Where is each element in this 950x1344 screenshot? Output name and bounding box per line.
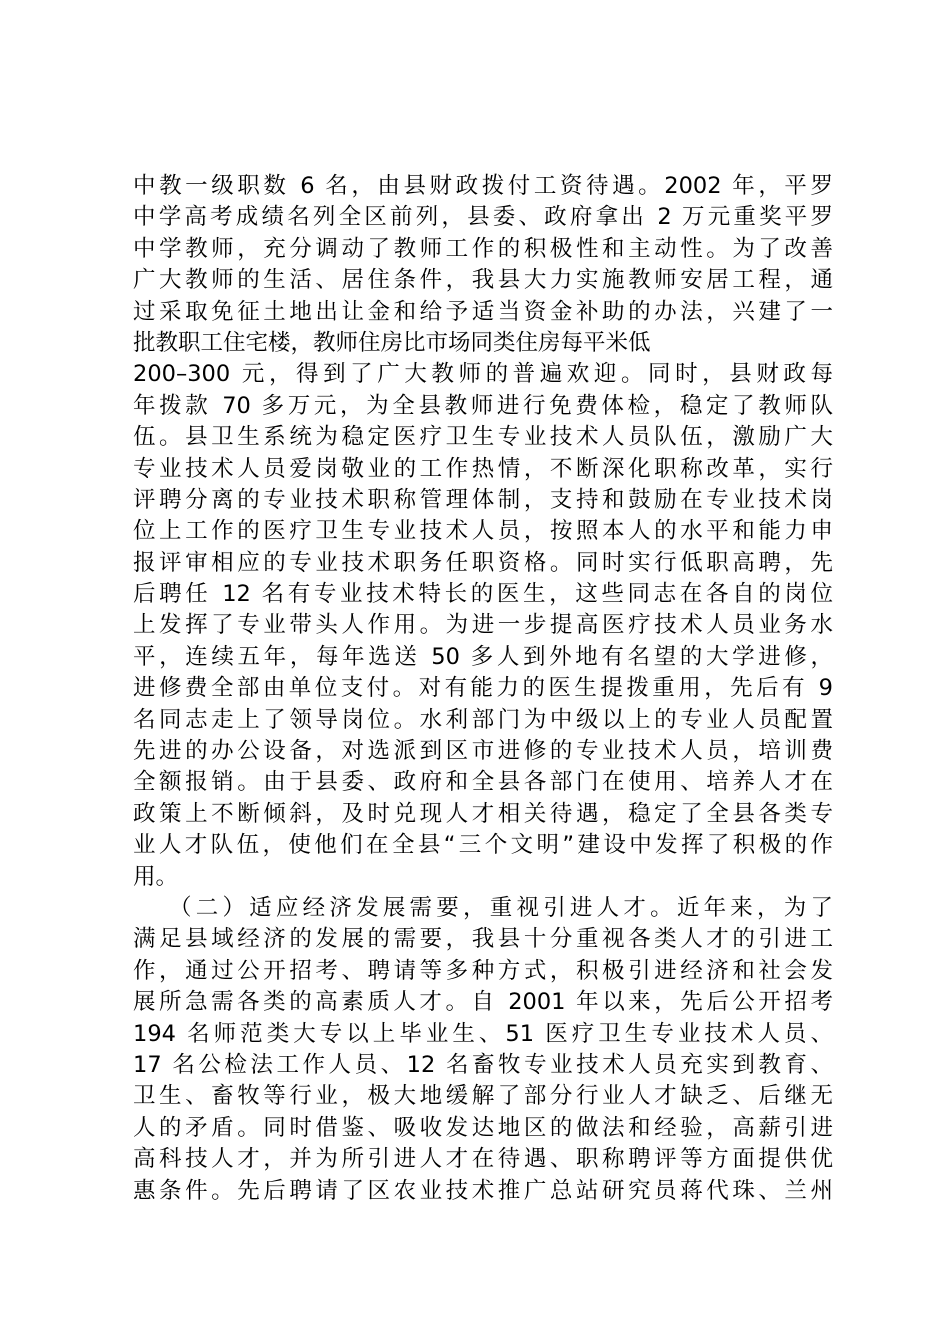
text-line: 位上工作的医疗卫生专业技术人员，按照本人的水平和能力申 [133, 518, 833, 545]
text-line: 平，连续五年，每年选送 50 多人到外地有名望的大学进修， [133, 643, 833, 670]
paragraph-1 [133, 171, 833, 893]
text-line: 200–300 元，得到了广大教师的普遍欢迎。同时，县财政每 [133, 361, 833, 388]
text-line: 名同志走上了领导岗位。水利部门为中级以上的专业人员配置 [133, 706, 833, 733]
text-line: 卫生、畜牧等行业，极大地缓解了部分行业人才缺乏、后继无 [133, 1083, 833, 1110]
text-line: 业人才队伍，使他们在全县“三个文明”建设中发挥了积极的作 [133, 832, 833, 859]
text-line: 报评审相应的专业技术职务任职资格。同时实行低职高聘，先 [133, 549, 833, 576]
text-line: 后聘任 12 名有专业技术特长的医生，这些同志在各自的岗位 [133, 581, 833, 608]
text-line: 作，通过公开招考、聘请等多种方式，积极引进经济和社会发 [133, 957, 833, 984]
text-line: 专业技术人员爱岗敬业的工作热情，不断深化职称改革，实行 [133, 455, 833, 482]
text-line: 广大教师的生活、居住条件，我县大力实施教师安居工程，通 [133, 267, 833, 294]
text-line: 进修费全部由单位支付。对有能力的医生提拨重用，先后有 9 [133, 675, 833, 702]
text-line: （二）适应经济发展需要，重视引进人才。近年来，为了 [169, 894, 833, 921]
text-line: 全额报销。由于县委、政府和全县各部门在使用、培养人才在 [133, 769, 833, 796]
text-line: 17 名公检法工作人员、12 名畜牧专业技术人员充实到教育、 [133, 1051, 833, 1078]
text-line: 满足县域经济的发展的需要，我县十分重视各类人才的引进工 [133, 926, 833, 953]
text-line: 评聘分离的专业技术职称管理体制，支持和鼓励在专业技术岗 [133, 486, 833, 513]
text-line: 上发挥了专业带头人作用。为进一步提高医疗技术人员业务水 [133, 612, 833, 639]
text-line: 过采取免征土地出让金和给予适当资金补助的办法，兴建了一 [133, 298, 833, 325]
text-line: 中学高考成绩名列全区前列，县委、政府拿出 2 万元重奖平罗 [133, 204, 833, 231]
paragraph-2 [133, 893, 833, 1207]
document-body [133, 171, 833, 1207]
text-line: 年拨款 70 多万元，为全县教师进行免费体检，稳定了教师队 [133, 392, 833, 419]
text-line: 伍。县卫生系统为稳定医疗卫生专业技术人员队伍，激励广大 [133, 424, 833, 451]
text-line: 展所急需各类的高素质人才。自 2001 年以来，先后公开招考 [133, 989, 833, 1016]
text-line: 人的矛盾。同时借鉴、吸收发达地区的做法和经验，高薪引进 [133, 1114, 833, 1141]
text-line: 194 名师范类大专以上毕业生、51 医疗卫生专业技术人员、 [133, 1020, 833, 1047]
text-line: 高科技人才，并为所引进人才在待遇、职称聘评等方面提供优 [133, 1146, 833, 1173]
text-line: 用。 [133, 863, 179, 890]
text-line: 中教一级职数 6 名，由县财政拨付工资待遇。2002 年，平罗 [133, 173, 833, 199]
text-line: 惠条件。先后聘请了区农业技术推广总站研究员蒋代珠、兰州 [133, 1177, 833, 1204]
text-line: 政策上不断倾斜，及时兑现人才相关待遇，稳定了全县各类专 [133, 800, 833, 827]
text-line: 批教职工住宅楼，教师住房比市场同类住房每平米低 [133, 329, 651, 356]
text-line: 中学教师，充分调动了教师工作的积极性和主动性。为了改善 [133, 235, 833, 262]
text-line: 先进的办公设备，对选派到区市进修的专业技术人员，培训费 [133, 738, 833, 765]
